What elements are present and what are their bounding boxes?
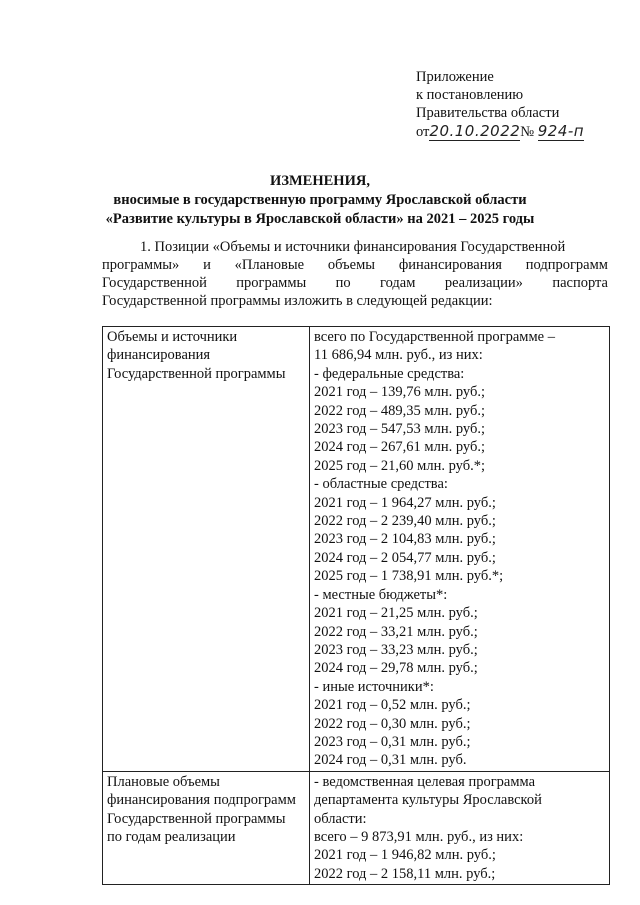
annex-block bbox=[416, 68, 584, 141]
handwritten-number: 924-п bbox=[537, 122, 585, 140]
annex-line-1: Приложение bbox=[416, 69, 494, 85]
paragraph-word: объемы bbox=[327, 257, 376, 273]
row-value-line: - иные источники*: bbox=[314, 678, 434, 695]
row-value-line: 2021 год – 0,52 млн. руб.; bbox=[314, 697, 471, 714]
handwritten-date: 20.10.2022 bbox=[429, 122, 521, 140]
row-label-cell bbox=[103, 771, 310, 884]
paragraph-word: финансирования bbox=[398, 257, 502, 273]
row-value-line: 2025 год – 21,60 млн. руб.*; bbox=[314, 457, 485, 474]
row-label-line: финансирования bbox=[107, 347, 211, 364]
row-value-line: 2024 год – 29,78 млн. руб.; bbox=[314, 660, 478, 677]
table-row bbox=[103, 327, 610, 772]
row-value-line: 2021 год – 139,76 млн. руб.; bbox=[314, 384, 485, 401]
row-value-line: - федеральные средства: bbox=[314, 365, 465, 382]
row-value-line: 2023 год – 2 104,83 млн. руб.; bbox=[314, 531, 496, 548]
paragraph-line-3 bbox=[102, 274, 608, 292]
row-value-line: 2024 год – 2 054,77 млн. руб.; bbox=[314, 549, 496, 566]
row-value-line: всего по Государственной программе – bbox=[314, 329, 555, 345]
paragraph-word: реализации» bbox=[444, 275, 523, 291]
row-value-line: всего – 9 873,91 млн. руб., из них: bbox=[314, 828, 524, 845]
row-value-line: - областные средства: bbox=[314, 476, 448, 493]
paragraph-word: и bbox=[203, 257, 211, 273]
row-value-line: 2024 год – 267,61 млн. руб.; bbox=[314, 439, 485, 456]
paragraph-line-4: Государственной программы изложить в следующей редакции: bbox=[102, 293, 493, 309]
passport-table bbox=[102, 326, 610, 885]
row-value-line: 2022 год – 33,21 млн. руб.; bbox=[314, 623, 478, 640]
row-value-line: 2023 год – 33,23 млн. руб.; bbox=[314, 641, 478, 658]
paragraph-word: Государственной bbox=[102, 275, 207, 291]
table-row bbox=[103, 771, 610, 884]
row-value-line: 2023 год – 0,31 млн. руб.; bbox=[314, 733, 471, 750]
row-label-line: по годам реализации bbox=[107, 828, 236, 845]
row-label-line: Объемы и источники bbox=[107, 329, 238, 345]
row-label-line: Государственной программы bbox=[107, 810, 286, 827]
paragraph-word: паспорта bbox=[552, 275, 608, 291]
paragraph-line-2 bbox=[102, 256, 608, 274]
row-value-line: 2022 год – 2 239,40 млн. руб.; bbox=[314, 513, 496, 530]
row-value-line: 2023 год – 547,53 млн. руб.; bbox=[314, 421, 485, 438]
row-value-line: 2021 год – 21,25 млн. руб.; bbox=[314, 605, 478, 622]
title-line-2: вносимые в государственную программу Ярославской области bbox=[113, 192, 527, 208]
row-value-line: департамента культуры Ярославской bbox=[314, 792, 542, 809]
row-value-line: - местные бюджеты*: bbox=[314, 586, 448, 603]
document-title bbox=[0, 172, 640, 229]
row-value-line: 2022 год – 489,35 млн. руб.; bbox=[314, 402, 485, 419]
annex-number-prefix: № bbox=[520, 124, 535, 140]
row-value-cell bbox=[310, 771, 610, 884]
row-value-line: 2021 год – 1 964,27 млн. руб.; bbox=[314, 494, 496, 511]
row-value-cell bbox=[310, 327, 610, 772]
row-label-line: Плановые объемы bbox=[107, 773, 220, 790]
row-value-line: 2024 год – 0,31 млн. руб. bbox=[314, 752, 467, 769]
paragraph-word: годам bbox=[380, 275, 416, 291]
row-value-line: 2021 год – 1 946,82 млн. руб.; bbox=[314, 847, 496, 864]
title-line-3: «Развитие культуры в Ярославской области» на 2021 – 2025 годы bbox=[105, 211, 535, 227]
annex-line-2: к постановлению bbox=[416, 87, 524, 103]
row-label-line: финансирования подпрограмм bbox=[107, 792, 296, 809]
paragraph-word: «Плановые bbox=[234, 257, 305, 273]
title-heading: ИЗМЕНЕНИЯ, bbox=[270, 173, 370, 189]
intro-paragraph bbox=[102, 238, 608, 310]
row-value-line: 2025 год – 1 738,91 млн. руб.*; bbox=[314, 568, 504, 585]
annex-line-3: Правительства области bbox=[416, 105, 560, 121]
annex-from-prefix: от bbox=[416, 124, 430, 140]
row-value-line: области: bbox=[314, 810, 367, 827]
paragraph-word: подпрограмм bbox=[525, 257, 608, 273]
paragraph-word: программы» bbox=[102, 257, 180, 273]
row-value-line: - ведомственная целевая программа bbox=[314, 773, 536, 790]
annex-date-number-line bbox=[416, 122, 584, 141]
row-value-line: 2022 год – 0,30 млн. руб.; bbox=[314, 715, 471, 732]
paragraph-word: программы bbox=[236, 275, 307, 291]
row-label-line: Государственной программы bbox=[107, 365, 286, 382]
paragraph-line-1: 1. Позиции «Объемы и источники финансирования Государственной bbox=[140, 239, 566, 255]
row-value-line: 11 686,94 млн. руб., из них: bbox=[314, 347, 483, 364]
paragraph-word: по bbox=[335, 275, 351, 291]
row-label-cell bbox=[103, 327, 310, 772]
row-value-line: 2022 год – 2 158,11 млн. руб.; bbox=[314, 865, 496, 882]
